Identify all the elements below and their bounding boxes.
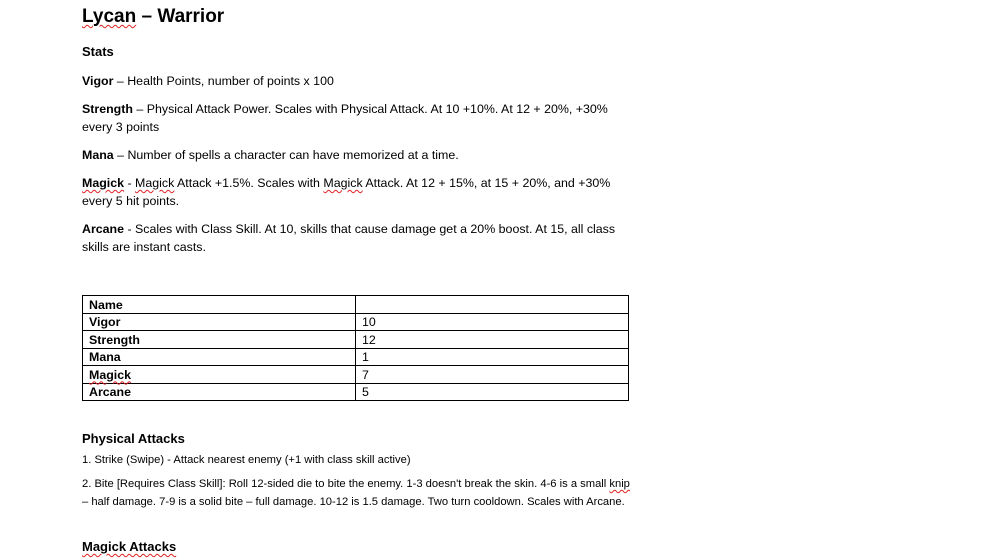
magick-word-b: Magick xyxy=(323,176,363,190)
vigor-paragraph xyxy=(82,72,627,90)
magick-text-c: Attack. At 12 + 15%, at 15 + 20%, and +30% every 5 hit points. xyxy=(82,176,611,208)
strength-term: Strength xyxy=(82,102,133,116)
magick-term: Magick xyxy=(82,176,125,190)
table-cell-value: 1 xyxy=(356,348,629,366)
title-name: Lycan xyxy=(82,6,137,27)
document-title xyxy=(82,6,224,28)
table-cell-value: 5 xyxy=(356,383,629,401)
table-cell-name: Mana xyxy=(83,348,356,366)
arcane-term: Arcane xyxy=(82,222,125,236)
table-row xyxy=(83,348,629,366)
strength-paragraph xyxy=(82,100,627,136)
stats-table xyxy=(82,295,629,401)
table-cell-name: Vigor xyxy=(83,313,356,331)
title-rest: – Warrior xyxy=(136,6,225,27)
vigor-term: Vigor xyxy=(82,74,114,88)
table-cell-value: 10 xyxy=(356,313,629,331)
magick-paragraph xyxy=(82,174,627,210)
mana-paragraph xyxy=(82,146,627,164)
table-row xyxy=(83,313,629,331)
table-cell-name: Strength xyxy=(83,331,356,349)
strength-text: – Physical Attack Power. Scales with Physical Attack. At 10 +10%. At 12 + 20%, +30% every 3 points xyxy=(82,102,608,134)
arcane-text: - Scales with Class Skill. At 10, skills that cause damage get a 20% boost. At 15, all class skills are instant casts. xyxy=(82,222,616,254)
magick-attacks-heading xyxy=(82,539,176,554)
magick-attacks-heading-text: Magick Attacks xyxy=(82,539,177,554)
bite-text-a: 2. Bite [Requires Class Skill]: Roll 12-sided die to bite the enemy. 1-3 doesn't break the skin. 4-6 is a small xyxy=(82,478,610,490)
table-cell-value: 7 xyxy=(356,366,629,384)
magick-text-a: - xyxy=(124,176,136,190)
bite-text-b: – half damage. 7-9 is a solid bite – full damage. 10-12 is 1.5 damage. Two turn cooldown. Scales with Arcane. xyxy=(82,495,625,508)
mana-term: Mana xyxy=(82,148,114,162)
table-cell-value: 12 xyxy=(356,331,629,349)
table-header-name: Name xyxy=(83,296,356,314)
vigor-text: – Health Points, number of points x 100 xyxy=(113,74,334,88)
table-header-value xyxy=(356,296,629,314)
table-row xyxy=(83,331,629,349)
stats-heading: Stats xyxy=(82,44,114,59)
magick-text-b: Attack +1.5%. Scales with xyxy=(174,176,324,190)
mana-text: – Number of spells a character can have memorized at a time. xyxy=(113,148,459,162)
table-row xyxy=(83,366,629,384)
table-row xyxy=(83,383,629,401)
table-cell-name-text: Magick xyxy=(89,367,132,382)
table-cell-name xyxy=(83,366,356,384)
bite-item xyxy=(82,476,630,511)
table-header-row xyxy=(83,296,629,314)
arcane-paragraph xyxy=(82,220,627,256)
table-cell-name: Arcane xyxy=(83,383,356,401)
physical-attacks-heading: Physical Attacks xyxy=(82,431,185,446)
bite-word: knip xyxy=(609,478,630,490)
magick-word-a: Magick xyxy=(135,176,175,190)
strike-item: 1. Strike (Swipe) - Attack nearest enemy (+1 with class skill active) xyxy=(82,454,411,466)
